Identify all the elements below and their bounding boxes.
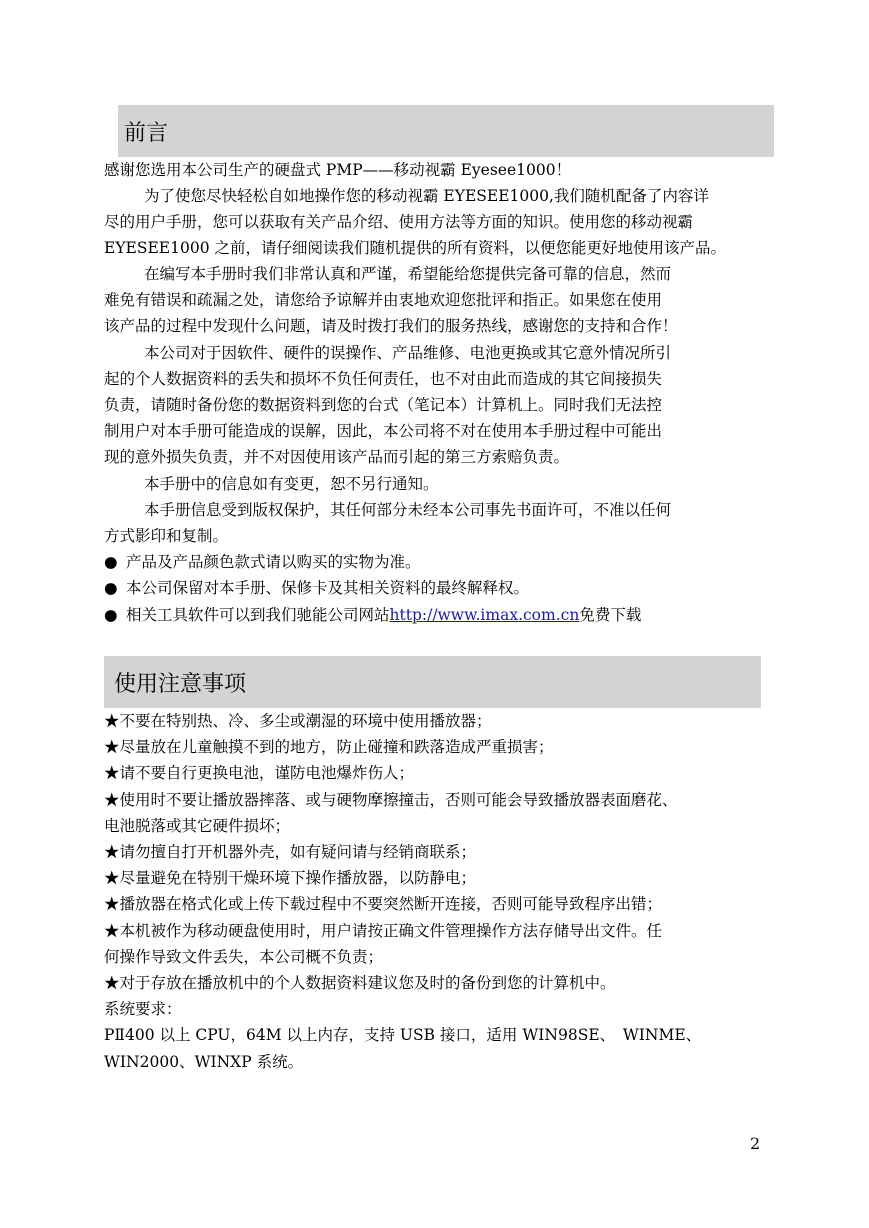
note-line: ★播放器在格式化或上传下载过程中不要突然断开连接，否则可能导致程序出错； <box>104 895 663 913</box>
preface-line: 本手册信息受到版权保护，其任何部分未经本公司事先书面许可，不准以任何 <box>144 501 672 519</box>
note-line: ★尽量放在儿童触摸不到的地方，防止碰撞和跌落造成严重损害； <box>104 738 554 756</box>
system-requirements-line: PⅡ400 以上 CPU，64M 以上内存，支持 USB 接口，适用 WIN98SE、 WINME、 <box>104 1026 702 1044</box>
bullet-text: 相关工具软件可以到我们驰能公司网站 <box>126 606 390 624</box>
note-line: 何操作导致文件丢失，本公司概不负责； <box>104 948 384 966</box>
preface-line: 难免有错误和疏漏之处，请您给予谅解并由衷地欢迎您批评和指正。如果您在使用 <box>104 291 663 309</box>
system-requirements-line: WIN2000、WINXP 系统。 <box>104 1053 304 1071</box>
preface-line: 在编写本手册时我们非常认真和严谨，希望能给您提供完备可靠的信息，然而 <box>144 265 672 283</box>
preface-line: EYESEE1000 之前，请仔细阅读我们随机提供的所有资料，以便您能更好地使用该产品。 <box>104 239 726 257</box>
note-line: ★本机被作为移动硬盘使用时，用户请按正确文件管理操作方法存储导出文件。任 <box>104 922 663 940</box>
note-line: 电池脱落或其它硬件损坏； <box>104 817 291 835</box>
page-number: 2 <box>750 1134 761 1153</box>
preface-line: 本公司对于因软件、硬件的误操作、产品维修、电池更换或其它意外情况所引 <box>144 344 672 362</box>
system-requirements-label: 系统要求： <box>104 1000 182 1018</box>
note-line: ★对于存放在播放机中的个人数据资料建议您及时的备份到您的计算机中。 <box>104 974 616 992</box>
bullet-icon: ● <box>104 606 118 624</box>
preface-line: 感谢您选用本公司生产的硬盘式 PMP——移动视霸 Eyesee1000！ <box>104 161 572 179</box>
bullet-text-suffix: 免费下载 <box>579 606 642 624</box>
preface-line: 该产品的过程中发现什么问题，请及时拨打我们的服务热线，感谢您的支持和合作！ <box>104 317 678 335</box>
preface-line: 尽的用户手册，您可以获取有关产品介绍、使用方法等方面的知识。使用您的移动视霸 <box>104 213 694 231</box>
bullet-item <box>104 550 421 574</box>
bullet-text: 本公司保留对本手册、保修卡及其相关资料的最终解释权。 <box>126 579 530 597</box>
preface-line: 负责，请随时备份您的数据资料到您的台式（笔记本）计算机上。同时我们无法控 <box>104 396 663 414</box>
bullet-icon: ● <box>104 553 118 571</box>
preface-heading <box>118 105 774 157</box>
preface-line: 方式影印和复制。 <box>104 527 229 545</box>
bullet-text: 产品及产品颜色款式请以购买的实物为准。 <box>126 553 421 571</box>
note-line: ★不要在特别热、冷、多尘或潮湿的环境中使用播放器； <box>104 712 492 730</box>
note-line: ★使用时不要让播放器摔落、或与硬物摩擦撞击，否则可能会导致播放器表面磨花、 <box>104 791 678 809</box>
note-line: ★请勿擅自打开机器外壳，如有疑问请与经销商联系； <box>104 843 477 861</box>
website-link[interactable]: http://www.imax.com.cn <box>389 606 580 624</box>
note-line: ★尽量避免在特别干燥环境下操作播放器，以防静电； <box>104 869 477 887</box>
preface-title: 前言 <box>124 120 169 146</box>
preface-line: 为了使您尽快轻松自如地操作您的移动视霸 EYESEE1000,我们随机配备了内容详 <box>144 187 709 205</box>
bullet-item <box>104 603 641 627</box>
preface-line: 现的意外损失负责，并不对因使用该产品而引起的第三方索赔负责。 <box>104 448 570 466</box>
preface-line: 制用户对本手册可能造成的误解，因此，本公司将不对在使用本手册过程中可能出 <box>104 422 663 440</box>
bullet-item <box>104 576 529 600</box>
preface-line: 本手册中的信息如有变更，恕不另行通知。 <box>144 475 439 493</box>
bullet-icon: ● <box>104 579 118 597</box>
notes-heading <box>104 656 761 708</box>
preface-line: 起的个人数据资料的丢失和损坏不负任何责任，也不对由此而造成的其它间接损失 <box>104 370 663 388</box>
note-line: ★请不要自行更换电池，谨防电池爆炸伤人； <box>104 764 415 782</box>
notes-title: 使用注意事项 <box>114 671 247 697</box>
